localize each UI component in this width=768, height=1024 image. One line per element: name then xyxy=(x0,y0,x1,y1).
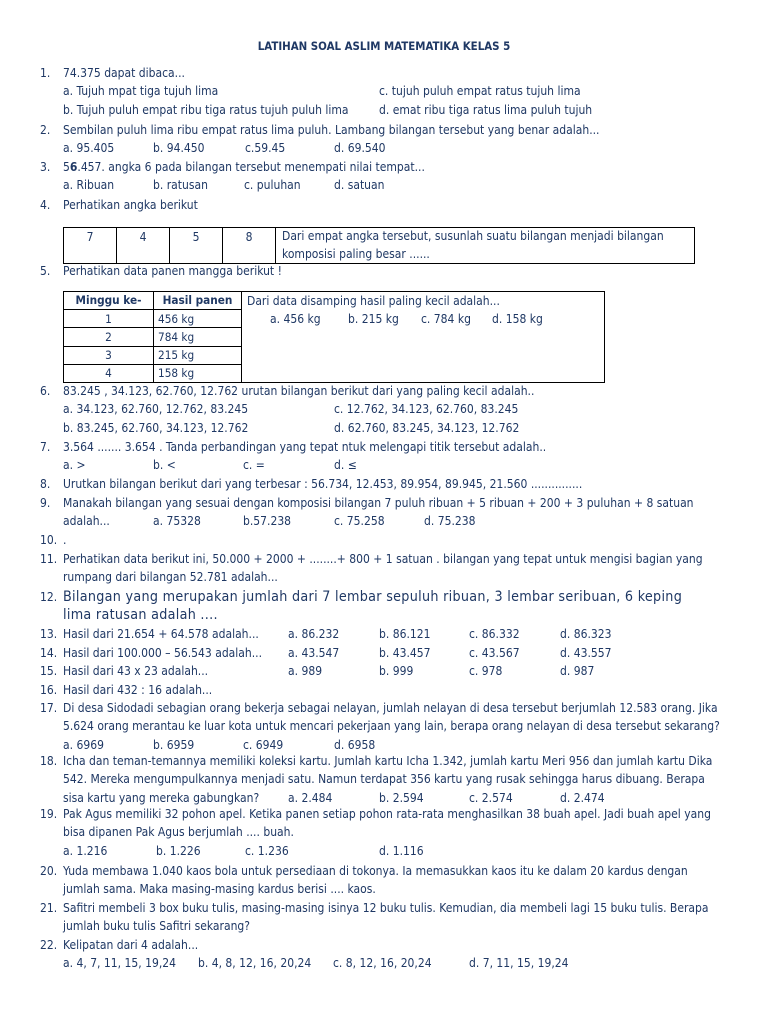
question-text: Perhatikan data panen mangga berikut ! xyxy=(63,264,282,278)
question-text: 56.457. angka 6 pada bilangan tersebut menempati nilai tempat... xyxy=(63,160,425,174)
question-10 xyxy=(40,531,740,549)
question-9 xyxy=(40,494,740,531)
question-text: . xyxy=(63,533,67,547)
question-text: Perhatikan angka berikut xyxy=(63,198,198,212)
question-number: 1. xyxy=(40,66,51,80)
question-22 xyxy=(40,936,740,973)
question-number: 5. xyxy=(40,264,51,278)
option-a: a. 75328 xyxy=(153,514,201,529)
question-number: 3. xyxy=(40,160,51,174)
option-c: c. 43.567 xyxy=(469,646,520,660)
question-1 xyxy=(40,64,740,119)
option-a: a. 95.405 xyxy=(63,141,115,156)
harvest-cell: 784 kg xyxy=(154,328,242,346)
week-cell: 1 xyxy=(64,310,154,328)
question-text: Hasil dari 432 : 16 adalah... xyxy=(63,683,213,697)
question-7 xyxy=(40,438,740,475)
option-d: d. 69.540 xyxy=(334,141,386,156)
option-a: a. 456 kg xyxy=(270,312,321,327)
digits-table xyxy=(63,227,695,264)
option-d: d. satuan xyxy=(334,178,385,193)
option-a: a. Tujuh mpat tiga tujuh lima xyxy=(63,84,219,99)
option-a: a. Ribuan xyxy=(63,178,115,193)
question-number: 21. xyxy=(40,901,58,915)
question-text: Pak Agus memiliki 32 pohon apel. Ketika panen setiap pohon rata-rata menghasilkan 38 buah apel. Jadi buah apel yang xyxy=(63,807,711,821)
question-text-continued: lima ratusan adalah .... xyxy=(63,607,218,624)
question-text-continued: bisa dipanen Pak Agus berjumlah .... buah. xyxy=(63,825,294,840)
option-d: d. 6958 xyxy=(334,737,376,752)
document-title: LATIHAN SOAL ASLIM MATEMATIKA KELAS 5 xyxy=(257,39,511,53)
question-number: 14. xyxy=(40,646,58,660)
question-21 xyxy=(40,899,740,936)
question-text: Sembilan puluh lima ribu empat ratus lima puluh. Lambang bilangan tersebut yang benar adalah... xyxy=(63,123,600,137)
option-b: b. 86.121 xyxy=(379,627,431,641)
question-number: 13. xyxy=(40,627,58,641)
harvest-cell: 215 kg xyxy=(154,346,242,364)
option-b: b.57.238 xyxy=(243,514,292,529)
option-c: c. = xyxy=(243,458,265,473)
highlighted-digit: 6 xyxy=(69,160,78,174)
option-c: c. 86.332 xyxy=(469,627,520,641)
option-d: d. 1.116 xyxy=(379,843,424,858)
week-cell: 4 xyxy=(64,364,154,382)
question-text-continued: jumlah buku tulis Safitri sekarang? xyxy=(63,919,251,934)
question-16 xyxy=(40,681,740,699)
option-b: b. ratusan xyxy=(153,178,208,193)
question-number: 9. xyxy=(40,496,51,510)
option-a: a. 86.232 xyxy=(288,627,340,641)
question-text: Di desa Sidodadi sebagian orang bekerja sebagai nelayan, jumlah nelayan di desa tersebut berjumlah 12.583 orang. Jika xyxy=(63,701,718,715)
question-text: Icha dan teman-temannya memiliki koleksi kartu. Jumlah kartu Icha 1.342, jumlah kartu Meri 956 dan jumlah kartu Dika xyxy=(63,754,713,768)
option-b: b. 215 kg xyxy=(348,312,399,327)
option-d: d. 2.474 xyxy=(560,790,605,805)
option-c: c. 1.236 xyxy=(245,843,289,858)
option-b: b. 4, 8, 12, 16, 20,24 xyxy=(198,956,312,971)
question-19 xyxy=(40,805,740,860)
question-number: 16. xyxy=(40,683,58,697)
question-text-continued: 542. Mereka mengumpulkannya menjadi satu. Namun terdapat 356 kartu yang rusak sehingga harus dibuang. Berapa xyxy=(63,772,705,787)
question-13 xyxy=(40,625,740,643)
question-15 xyxy=(40,662,740,680)
option-b: b. 43.457 xyxy=(379,646,431,660)
option-d: d. 43.557 xyxy=(560,646,612,660)
question-18 xyxy=(40,752,740,807)
question-11 xyxy=(40,550,740,587)
option-d: d. ≤ xyxy=(334,458,357,473)
option-c: c. 12.762, 34.123, 62.760, 83.245 xyxy=(334,402,519,417)
option-c: c. 784 kg xyxy=(421,312,471,327)
option-a: a. 34.123, 62.760, 12.762, 83.245 xyxy=(63,402,249,417)
option-b: b. 2.594 xyxy=(379,790,424,805)
question-text-continued: sisa kartu yang mereka gabungkan? xyxy=(63,790,260,805)
question-text: Hasil dari 100.000 – 56.543 adalah... xyxy=(63,646,263,660)
question-text: Hasil dari 43 x 23 adalah... xyxy=(63,664,209,678)
question-text: Yuda membawa 1.040 kaos bola untuk persediaan di tokonya. Ia memasukkan kaos itu ke dalam 20 kardus dengan xyxy=(63,864,688,878)
question-text-continued: adalah... xyxy=(63,514,110,529)
option-a: a. 43.547 xyxy=(288,646,340,660)
question-text: Manakah bilangan yang sesuai dengan komposisi bilangan 7 puluh ribuan + 5 ribuan + 200 + 3 puluhan + 8 satuan xyxy=(63,496,694,510)
question-14 xyxy=(40,644,740,662)
question-number: 22. xyxy=(40,938,58,952)
question-text: Urutkan bilangan berikut dari yang terbesar : 56.734, 12.453, 89.954, 89.945, 21.560 ............... xyxy=(63,477,583,491)
question-text: Bilangan yang merupakan jumlah dari 7 lembar sepuluh ribuan, 3 lembar seribuan, 6 keping xyxy=(63,589,683,605)
question-6 xyxy=(40,382,740,437)
option-a: a. > xyxy=(63,458,86,473)
digit-cell: 8 xyxy=(223,228,276,264)
question-number: 18. xyxy=(40,754,58,768)
question-text-continued: rumpang dari bilangan 52.781 adalah... xyxy=(63,570,278,585)
week-cell: 2 xyxy=(64,328,154,346)
question-text: Kelipatan dari 4 adalah... xyxy=(63,938,199,952)
question-number: 2. xyxy=(40,123,51,137)
option-b: b. 1.226 xyxy=(156,843,201,858)
question-text-continued: 5.624 orang merantau ke luar kota untuk mencari pekerjaan yang lain, berapa orang nelayan di desa tersebut sekarang? xyxy=(63,719,720,734)
question-text-continued: jumlah sama. Maka masing-masing kardus berisi .... kaos. xyxy=(63,882,376,897)
option-b: b. 83.245, 62.760, 34.123, 12.762 xyxy=(63,420,249,435)
option-c: c. 75.258 xyxy=(334,514,385,529)
question-number: 4. xyxy=(40,198,51,212)
question-number: 12. xyxy=(40,590,58,604)
option-d: d. 158 kg xyxy=(492,312,543,327)
option-a: a. 989 xyxy=(288,664,323,678)
question-2 xyxy=(40,121,740,158)
question-4 xyxy=(40,196,740,214)
question-text: Perhatikan data berikut ini, 50.000 + 2000 + ........+ 800 + 1 satuan . bilangan yang tepat untuk mengisi bagian yang xyxy=(63,552,703,566)
option-d: d. 86.323 xyxy=(560,627,612,641)
question-8 xyxy=(40,475,740,493)
question-number: 6. xyxy=(40,384,51,398)
question-text: Hasil dari 21.654 + 64.578 adalah... xyxy=(63,627,259,641)
option-b: b. 999 xyxy=(379,664,414,678)
question-text: 74.375 dapat dibaca... xyxy=(63,66,185,80)
harvest-question: Dari data disamping hasil paling kecil adalah... xyxy=(247,294,500,308)
option-a: a. 4, 7, 11, 15, 19,24 xyxy=(63,956,176,971)
instruction-cell: Dari empat angka tersebut, susunlah suatu bilangan menjadi bilangan komposisi paling besar ...... xyxy=(276,228,695,264)
option-a: a. 6969 xyxy=(63,737,104,752)
option-c: c. 8, 12, 16, 20,24 xyxy=(333,956,432,971)
question-17 xyxy=(40,699,740,754)
harvest-table xyxy=(63,291,242,383)
question-3 xyxy=(40,158,740,195)
digit-cell: 5 xyxy=(170,228,223,264)
option-c: c. 6949 xyxy=(243,737,284,752)
question-number: 17. xyxy=(40,701,58,715)
option-b: b. 6959 xyxy=(153,737,195,752)
option-b: b. Tujuh puluh empat ribu tiga ratus tujuh puluh lima xyxy=(63,102,349,117)
question-number: 19. xyxy=(40,807,58,821)
option-c: c. puluhan xyxy=(244,178,301,193)
question-number: 15. xyxy=(40,664,58,678)
option-d: d. 62.760, 83.245, 34.123, 12.762 xyxy=(334,420,520,435)
option-b: b. < xyxy=(153,458,176,473)
option-b: b. 94.450 xyxy=(153,141,205,156)
question-number: 8. xyxy=(40,477,51,491)
harvest-cell: 456 kg xyxy=(154,310,242,328)
option-c: c.59.45 xyxy=(245,141,286,156)
question-5 xyxy=(40,262,740,280)
option-d: d. 987 xyxy=(560,664,595,678)
question-20 xyxy=(40,862,740,899)
question-12 xyxy=(40,588,740,625)
question-number: 20. xyxy=(40,864,58,878)
digit-cell: 4 xyxy=(117,228,170,264)
option-c: c. 978 xyxy=(469,664,503,678)
question-number: 11. xyxy=(40,552,58,566)
question-text: 83.245 , 34.123, 62.760, 12.762 urutan bilangan berikut dari yang paling kecil adalah.. xyxy=(63,384,535,398)
digit-cell: 7 xyxy=(64,228,117,264)
option-d: d. 75.238 xyxy=(424,514,476,529)
column-header: Hasil panen xyxy=(154,292,242,310)
column-header: Minggu ke- xyxy=(64,292,154,310)
option-d: d. 7, 11, 15, 19,24 xyxy=(469,956,569,971)
week-cell: 3 xyxy=(64,346,154,364)
option-a: a. 1.216 xyxy=(63,843,108,858)
question-text: Safitri membeli 3 box buku tulis, masing-masing isinya 12 buku tulis. Kemudian, dia membeli lagi 15 buku tulis. Berapa xyxy=(63,901,709,915)
question-number: 10. xyxy=(40,533,58,547)
harvest-cell: 158 kg xyxy=(154,364,242,382)
question-text: 3.564 ....... 3.654 . Tanda perbandingan yang tepat ntuk melengapi titik tersebut adalah.. xyxy=(63,440,547,454)
option-c: c. 2.574 xyxy=(469,790,513,805)
option-d: d. emat ribu tiga ratus lima puluh tujuh xyxy=(379,102,593,117)
question-number: 7. xyxy=(40,440,51,454)
option-c: c. tujuh puluh empat ratus tujuh lima xyxy=(379,84,581,99)
option-a: a. 2.484 xyxy=(288,790,333,805)
